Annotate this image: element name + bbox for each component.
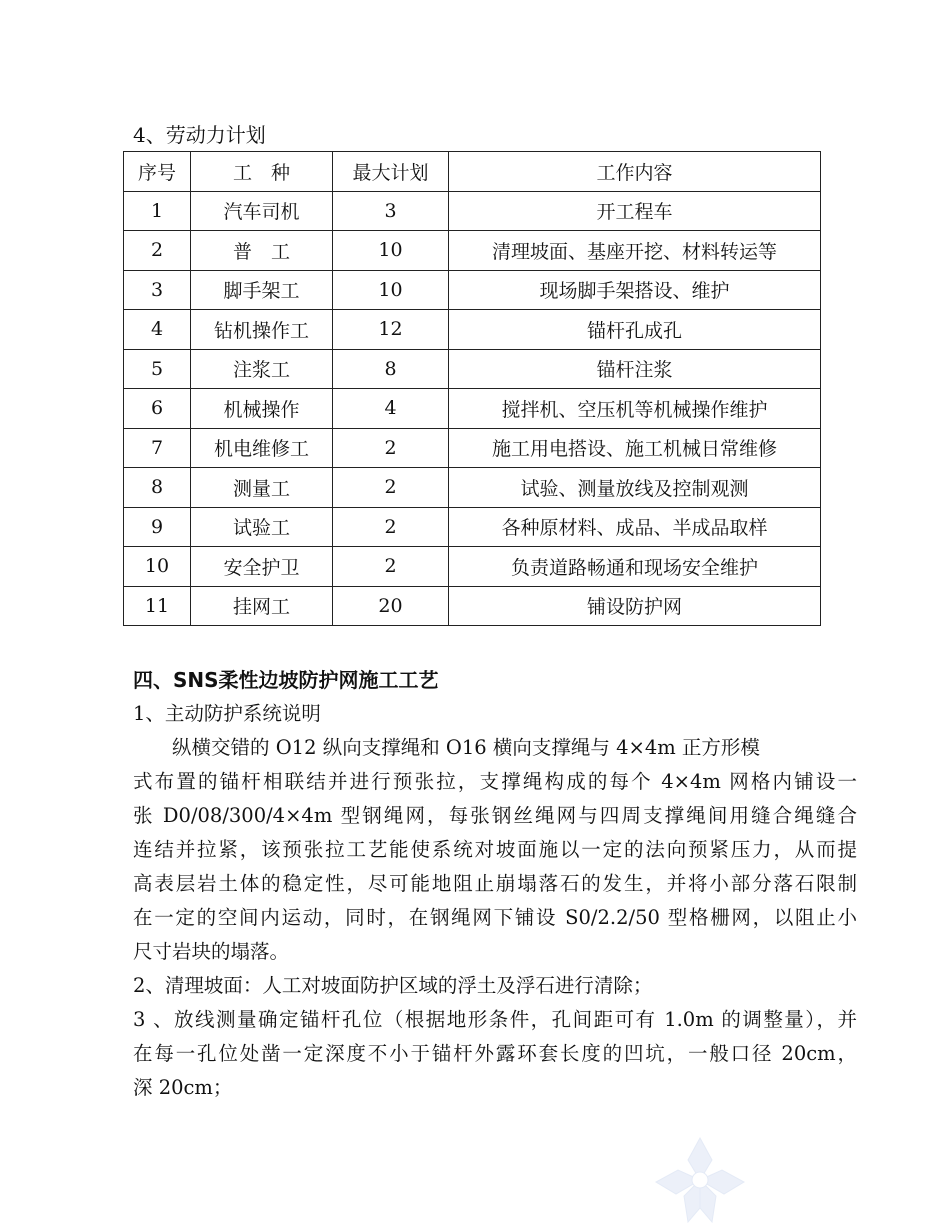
cell-max-plan: 2 [333, 547, 449, 587]
cell-number: 10 [124, 547, 191, 587]
cell-work-content: 铺设防护网 [449, 586, 821, 626]
col-header-number: 序号 [124, 152, 191, 192]
item1-title-text: 1、主动防护系统说明 [133, 702, 321, 725]
cell-work-content: 开工程车 [449, 191, 821, 231]
item1-title [133, 697, 857, 731]
paragraph-line: 式布置的锚杆相联结并进行预张拉，支撑绳构成的每个 4×4m 网格内铺设一 [133, 770, 857, 793]
table-row [124, 547, 821, 587]
cell-number: 11 [124, 586, 191, 626]
cell-number: 7 [124, 428, 191, 468]
table-row [124, 586, 821, 626]
cell-trade: 普 工 [191, 231, 333, 271]
table-row [124, 468, 821, 508]
cell-max-plan: 10 [333, 231, 449, 271]
paragraph-line: 2、清理坡面：人工对坡面防护区域的浮土及浮石进行清除； [133, 974, 653, 997]
cell-trade: 机械操作 [191, 389, 333, 429]
cell-max-plan: 2 [333, 428, 449, 468]
cell-trade: 注浆工 [191, 349, 333, 389]
cell-work-content: 搅拌机、空压机等机械操作维护 [449, 389, 821, 429]
cell-number: 1 [124, 191, 191, 231]
paragraph-line: 深 20cm； [133, 1076, 233, 1099]
cell-number: 6 [124, 389, 191, 429]
cell-work-content: 清理坡面、基座开挖、材料转运等 [449, 231, 821, 271]
cell-number: 2 [124, 231, 191, 271]
cell-number: 4 [124, 310, 191, 350]
table-row [124, 428, 821, 468]
table-row [124, 507, 821, 547]
table-row [124, 231, 821, 271]
cell-trade: 安全护卫 [191, 547, 333, 587]
cell-max-plan: 20 [333, 586, 449, 626]
paragraph-line: 张 D0/08/300/4×4m 型钢绳网，每张钢丝绳网与四周支撑绳间用缝合绳缝合 [133, 804, 857, 827]
cell-max-plan: 4 [333, 389, 449, 429]
table-row [124, 270, 821, 310]
cell-number: 9 [124, 507, 191, 547]
snowflake-logo-icon [640, 1130, 760, 1230]
paragraph-line: 在每一孔位处凿一定深度不小于锚杆外露环套长度的凹坑，一般口径 20cm， [133, 1042, 857, 1065]
cell-work-content: 现场脚手架搭设、维护 [449, 270, 821, 310]
cell-work-content: 锚杆孔成孔 [449, 310, 821, 350]
paragraph-line: 尺寸岩块的塌落。 [133, 940, 290, 963]
cell-trade: 机电维修工 [191, 428, 333, 468]
cell-number: 3 [124, 270, 191, 310]
cell-max-plan: 12 [333, 310, 449, 350]
paragraph-line: 3 、放线测量确定锚杆孔位（根据地形条件，孔间距可有 1.0m 的调整量），并 [133, 1008, 857, 1031]
table-header-row [124, 152, 821, 192]
table-row [124, 310, 821, 350]
paragraph-line: 纵横交错的 O12 纵向支撑绳和 O16 横向支撑绳与 4×4m 正方形模 [172, 736, 760, 759]
cell-trade: 测量工 [191, 468, 333, 508]
cell-work-content: 锚杆注浆 [449, 349, 821, 389]
col-header-max-plan: 最大计划 [333, 152, 449, 192]
cell-work-content: 负责道路畅通和现场安全维护 [449, 547, 821, 587]
table-row [124, 389, 821, 429]
cell-max-plan: 2 [333, 468, 449, 508]
paragraph-line: 连结并拉紧，该预张拉工艺能使系统对坡面施以一定的法向预紧压力，从而提 [133, 838, 857, 861]
paragraph-line: 在一定的空间内运动，同时，在钢绳网下铺设 S0/2.2/50 型格栅网，以阻止小 [133, 906, 857, 929]
section-title: 四、SNS柔性边坡防护网施工工艺 [133, 668, 439, 692]
cell-work-content: 施工用电搭设、施工机械日常维修 [449, 428, 821, 468]
cell-work-content: 各种原材料、成品、半成品取样 [449, 507, 821, 547]
paragraph-line: 高表层岩土体的稳定性，尽可能地阻止崩塌落石的发生，并将小部分落石限制 [133, 872, 857, 895]
cell-max-plan: 10 [333, 270, 449, 310]
cell-trade: 钻机操作工 [191, 310, 333, 350]
labor-plan-heading: 4、劳动力计划 [133, 123, 266, 147]
item1-paragraph [133, 731, 857, 969]
col-header-trade: 工 种 [191, 152, 333, 192]
item2-paragraph [133, 969, 857, 1003]
cell-max-plan: 3 [333, 191, 449, 231]
col-header-work-content: 工作内容 [449, 152, 821, 192]
cell-trade: 试验工 [191, 507, 333, 547]
table-row [124, 349, 821, 389]
labor-plan-table [123, 151, 821, 626]
cell-trade: 挂网工 [191, 586, 333, 626]
cell-number: 8 [124, 468, 191, 508]
cell-number: 5 [124, 349, 191, 389]
cell-trade: 汽车司机 [191, 191, 333, 231]
cell-trade: 脚手架工 [191, 270, 333, 310]
cell-work-content: 试验、测量放线及控制观测 [449, 468, 821, 508]
cell-max-plan: 2 [333, 507, 449, 547]
item3-paragraph [133, 1003, 857, 1105]
cell-max-plan: 8 [333, 349, 449, 389]
table-row [124, 191, 821, 231]
